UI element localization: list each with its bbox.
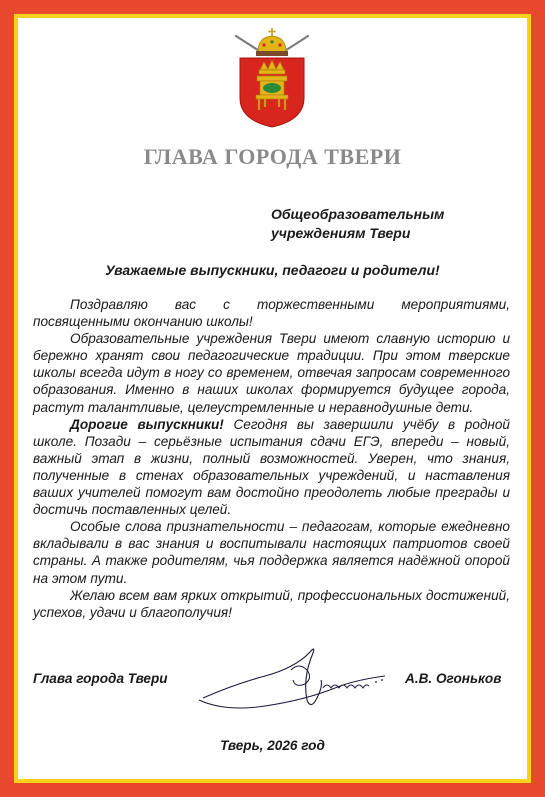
place-date: Тверь, 2026 год bbox=[220, 738, 325, 753]
handwritten-signature-icon bbox=[195, 640, 400, 715]
paragraph-text: Сегодня вы завершили учёбу в родной школе. Позади – серьёзные испытания сдачи ЕГЭ, впереди – новый, важный этап в жизни, полный возможностей. Уверен, что знания, полученные в стенах образовательных учреждений, и наставления ваших учителей помогут вам достойно преодолеть любые преграды и достичь поставленных целей. bbox=[33, 416, 510, 518]
page-title: ГЛАВА ГОРОДА ТВЕРИ bbox=[143, 144, 402, 169]
signer-name: А.В. Огоньков bbox=[405, 671, 502, 686]
paragraph bbox=[33, 587, 510, 621]
signer-position: Глава города Твери bbox=[33, 671, 168, 686]
paragraph-text: Образовательные учреждения Твери имеют славную историю и бережно хранят свои педагогические традиции. При этом тверские школы всегда идут в ногу со временем, отвечая запросам современного образования. Именно в наших школах формируется будущее города, растут талантливые, целеустремленные и неравнодушные дети. bbox=[33, 331, 510, 415]
recipient-line: Общеобразовательным bbox=[271, 206, 445, 222]
tver-coat-of-arms-icon bbox=[234, 28, 310, 128]
letter-body bbox=[33, 296, 510, 621]
paragraph bbox=[33, 296, 510, 330]
paragraph-lead: Дорогие выпускники! bbox=[70, 416, 224, 432]
recipient-line: учреждениям Твери bbox=[271, 225, 411, 241]
recipient-block bbox=[271, 205, 511, 243]
paragraph-text: Поздравляю вас с торжественными мероприятиями, посвященными окончанию школы! bbox=[33, 297, 510, 330]
paragraph bbox=[33, 330, 510, 415]
paragraph bbox=[33, 416, 510, 519]
greeting: Уважаемые выпускники, педагоги и родители! bbox=[105, 262, 440, 278]
paragraph-text: Желаю всем вам ярких открытий, профессиональных достижений, успехов, удачи и благополучия! bbox=[33, 587, 510, 620]
paragraph bbox=[33, 518, 510, 586]
paragraph-text: Особые слова признательности – педагогам, которые ежедневно вкладывали в вас знания и воспитывали настоящих патриотов своей страны. А также родителям, чья поддержка является надёжной опорой на этом пути. bbox=[33, 519, 510, 586]
